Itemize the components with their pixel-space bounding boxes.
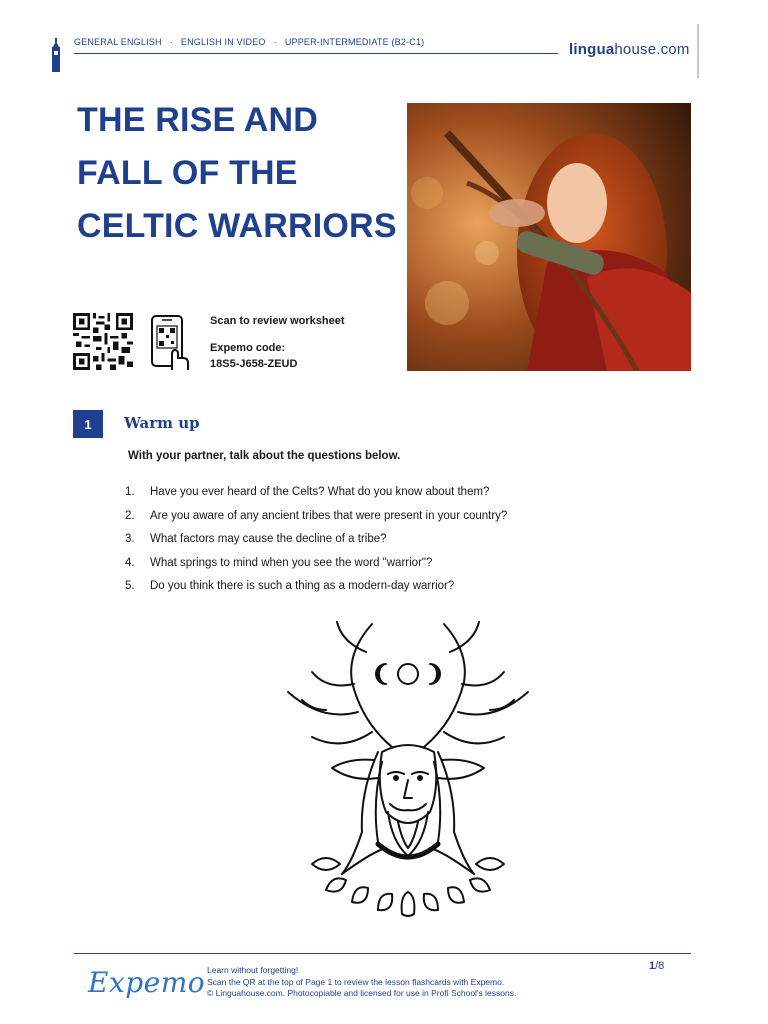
question-text: What springs to mind when you see the word "warrior"? <box>150 556 433 569</box>
list-item <box>125 486 725 510</box>
page-title <box>77 94 407 253</box>
title-line: THE RISE AND <box>77 101 319 139</box>
footer-line: Learn without forgetting! <box>207 965 299 975</box>
question-text: Do you think there is such a thing as a modern-day warrior? <box>150 580 455 592</box>
antlered-god-illustration <box>282 612 534 918</box>
brand-divider <box>697 24 699 78</box>
scan-info <box>210 313 345 372</box>
page-header <box>0 0 768 80</box>
question-text: Have you ever heard of the Celts? What do you know about them? <box>150 486 490 498</box>
page-total: /8 <box>655 960 665 972</box>
breadcrumb-separator: · <box>169 37 173 47</box>
list-item <box>125 557 725 581</box>
scan-review-label: Scan to review worksheet <box>210 315 345 327</box>
question-list <box>125 486 725 604</box>
tower-icon <box>50 38 62 72</box>
footer-line: © Linguahouse.com. Photocopiable and licensed for use in Profi School's lessons. <box>207 988 517 998</box>
title-line: FALL OF THE <box>77 154 298 192</box>
question-text: What factors may cause the decline of a tribe? <box>150 533 387 545</box>
question-number: 1. <box>125 486 135 498</box>
expemo-code-label: Expemo code: <box>210 342 286 354</box>
question-number: 5. <box>125 580 135 592</box>
question-number: 2. <box>125 509 135 522</box>
hero-photo-archer <box>407 103 691 371</box>
qr-code-icon <box>73 313 133 370</box>
page-current: 1 <box>649 960 656 972</box>
brand-logo-bold: lingua <box>569 41 615 58</box>
footer-line: Scan the QR at the top of Page 1 to review the lesson flashcards with Expemo. <box>207 976 505 987</box>
phone-scan-icon <box>150 314 192 372</box>
expemo-logo: Expemo <box>88 966 206 999</box>
expemo-code: 18S5-J658-ZEUD <box>210 358 298 370</box>
breadcrumb-item: ENGLISH IN VIDEO <box>180 37 266 47</box>
list-item <box>125 580 725 604</box>
breadcrumb <box>74 37 424 47</box>
breadcrumb-item: GENERAL ENGLISH <box>74 37 162 47</box>
breadcrumb-separator: · <box>273 37 277 47</box>
section-instruction: With your partner, talk about the questions below. <box>128 450 401 462</box>
page-number <box>649 960 664 972</box>
header-divider <box>74 53 558 54</box>
title-line: CELTIC WARRIORS <box>77 207 397 245</box>
question-number: 3. <box>125 533 135 545</box>
list-item <box>125 533 725 557</box>
section-number-badge: 1 <box>73 410 103 438</box>
section-title: Warm up <box>124 414 200 432</box>
list-item <box>125 510 725 534</box>
footer-text <box>207 965 516 1000</box>
breadcrumb-item: UPPER-INTERMEDIATE (B2-C1) <box>284 37 425 47</box>
footer-divider <box>74 953 691 954</box>
brand-logo-rest: house.com <box>614 41 690 58</box>
question-number: 4. <box>125 556 135 569</box>
question-text: Are you aware of any ancient tribes that were present in your country? <box>150 509 508 522</box>
brand-logo <box>569 41 690 58</box>
